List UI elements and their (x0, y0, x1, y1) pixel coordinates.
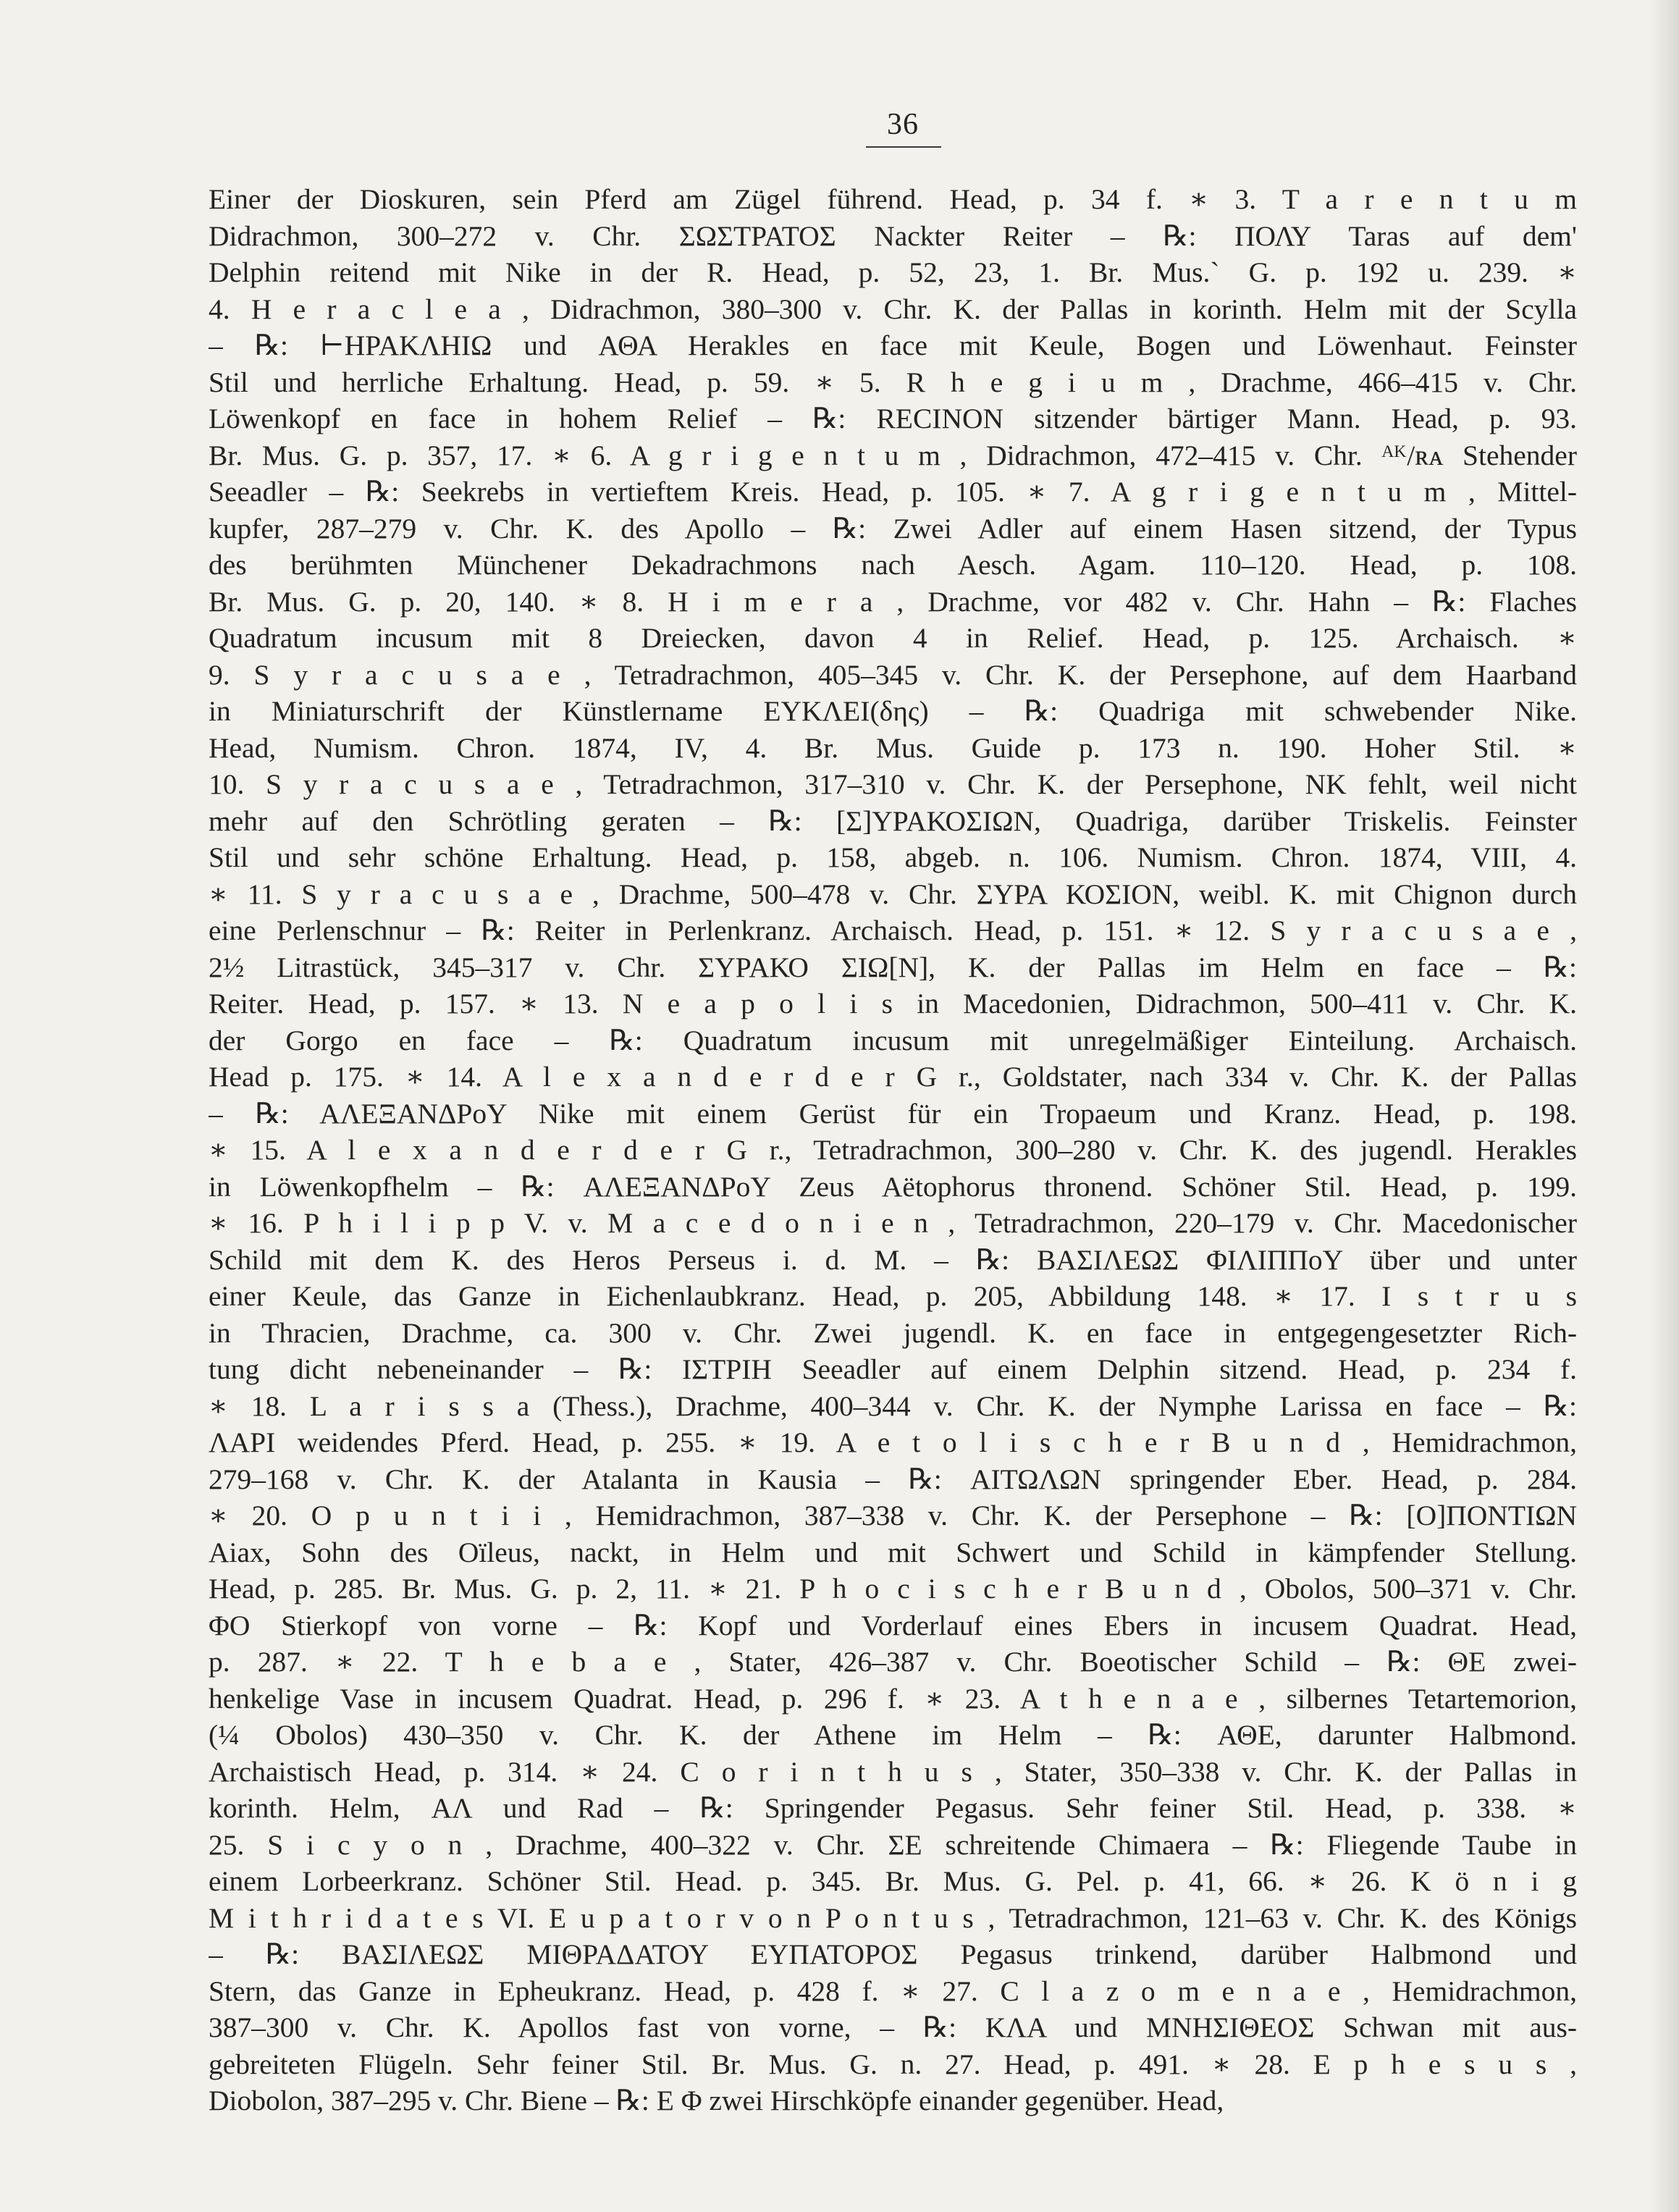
text-line: ∗ 16. P h i l i p p V. v. M a c e d o n i e n , Tetradrachmon, 220–179 v. Chr. Macedonischer (209, 1207, 1577, 1239)
text-line: (¼ Obolos) 430–350 v. Chr. K. der Athene im Helm – ℞: ΑΘΕ, darunter Halbmond. (209, 1719, 1577, 1751)
text-line: des berühmten Münchener Dekadrachmons nach Aesch. Agam. 110–120. Head, p. 108. (209, 549, 1577, 581)
text-line: ∗ 20. O p u n t i i , Hemidrachmon, 387–338 v. Chr. K. der Persephone – ℞: [Ο]ΠΟΝΤΙΩΝ (209, 1500, 1577, 1531)
page-number-rule (866, 146, 941, 148)
text-line: korinth. Helm, ΑΛ und Rad – ℞: Springender Pegasus. Sehr feiner Stil. Head, p. 338. ∗ (209, 1792, 1577, 1824)
text-line: gebreiteten Flügeln. Sehr feiner Stil. Br. Mus. G. n. 27. Head, p. 491. ∗ 28. E p h e s u s , (209, 2048, 1577, 2080)
text-line: ∗ 11. S y r a c u s a e , Drachme, 500–478 v. Chr. ΣΥΡΑ ΚΟΣΙΟΝ, weibl. K. mit Chignon durch (209, 878, 1577, 910)
text-line: Head, p. 285. Br. Mus. G. p. 2, 11. ∗ 21. P h o c i s c h e r B u n d , Obolos, 500–371 v. Chr. (209, 1573, 1577, 1605)
text-line: – ℞: ΑΛΕΞΑΝΔΡοΥ Nike mit einem Gerüst für ein Tropaeum und Kranz. Head, p. 198. (209, 1097, 1577, 1130)
text-line: – ℞: ⊢ΗΡΑΚΛΗΙΩ und ΑΘΑ Herakles en face mit Keule, Bogen und Löwenhaut. Feinster (209, 329, 1577, 361)
text-line: Head, Numism. Chron. 1874, IV, 4. Br. Mus. Guide p. 173 n. 190. Hoher Stil. ∗ (209, 731, 1577, 764)
text-line: ΦΟ Stierkopf von vorne – ℞: Kopf und Vorderlauf eines Ebers in incusem Quadrat. Head, (209, 1609, 1577, 1641)
text-line: Stil und herrliche Erhaltung. Head, p. 59. ∗ 5. R h e g i u m , Drachme, 466–415 v. Chr. (209, 366, 1577, 398)
text-line: Einer der Dioskuren, sein Pferd am Zügel führend. Head, p. 34 f. ∗ 3. T a r e n t u m (209, 183, 1577, 215)
text-line: 9. S y r a c u s a e , Tetradrachmon, 405–345 v. Chr. K. der Persephone, auf dem Haarband (209, 658, 1577, 691)
text-line: – ℞: ΒΑΣΙΛΕΩΣ ΜΙΘΡΑΔΑΤΟΥ ΕΥΠΑΤΟΡΟΣ Pegasus trinkend, darüber Halbmond und (209, 1938, 1577, 1970)
text-line: in Löwenkopfhelm – ℞: ΑΛΕΞΑΝΔΡοΥ Zeus Aëtophorus thronend. Schöner Stil. Head, p. 199. (209, 1170, 1577, 1203)
text-line: Archaistisch Head, p. 314. ∗ 24. C o r i n t h u s , Stater, 350–338 v. Chr. K. der Pallas in (209, 1755, 1577, 1788)
text-line: Stil und sehr schöne Erhaltung. Head, p. 158, abgeb. n. 106. Numism. Chron. 1874, VIII, 4. (209, 841, 1577, 873)
text-line: in Thracien, Drachme, ca. 300 v. Chr. Zwei jugendl. K. en face in entgegengesetzter Rich- (209, 1316, 1577, 1349)
text-line: Seeadler – ℞: Seekrebs in vertieftem Kreis. Head, p. 105. ∗ 7. A g r i g e n t u m , Mittel- (209, 476, 1577, 508)
text-line: 4. H e r a c l e a , Didrachmon, 380–300 v. Chr. K. der Pallas in korinth. Helm mit der Scylla (209, 293, 1577, 325)
text-line: ∗ 15. A l e x a n d e r d e r G r., Tetradrachmon, 300–280 v. Chr. K. des jugendl. Herakles (209, 1134, 1577, 1166)
text-line: einem Lorbeerkranz. Schöner Stil. Head. p. 345. Br. Mus. G. Pel. p. 41, 66. ∗ 26. K ö n i g (209, 1865, 1577, 1897)
text-line: ΛΑΡΙ weidendes Pferd. Head, p. 255. ∗ 19. A e t o l i s c h e r B u n d , Hemidrachmon, (209, 1426, 1577, 1458)
text-line: Didrachmon, 300–272 v. Chr. ΣΩΣΤΡΑΤΟΣ Nackter Reiter – ℞: ΠΟΛΥ Taras auf dem' (209, 219, 1577, 252)
text-line: Schild mit dem K. des Heros Perseus i. d. M. – ℞: ΒΑΣΙΛΕΩΣ ΦΙΛΙΠΠοΥ über und unter (209, 1243, 1577, 1276)
text-line: Stern, das Ganze in Epheukranz. Head, p. 428 f. ∗ 27. C l a z o m e n a e , Hemidrachmon, (209, 1975, 1577, 2007)
text-line: Br. Mus. G. p. 357, 17. ∗ 6. A g r i g e n t u m , Didrachmon, 472–415 v. Chr. ᴬᴷ/ʀᴀ Stehender (209, 439, 1577, 471)
text-line: 25. S i c y o n , Drachme, 400–322 v. Chr. ΣΕ schreitende Chimaera – ℞: Fliegende Taube in (209, 1828, 1577, 1861)
text-line: Aiax, Sohn des Oïleus, nackt, in Helm und mit Schwert und Schild in kämpfender Stellung. (209, 1536, 1577, 1568)
text-line: eine Perlenschnur – ℞: Reiter in Perlenkranz. Archaisch. Head, p. 151. ∗ 12. S y r a c u s a e , (209, 914, 1577, 946)
page-number: 36 (887, 108, 919, 141)
text-line: 279–168 v. Chr. K. der Atalanta in Kausia – ℞: ΑΙΤΩΛΩΝ springender Eber. Head, p. 284. (209, 1463, 1577, 1495)
text-line: 10. S y r a c u s a e , Tetradrachmon, 317–310 v. Chr. K. der Persephone, ΝΚ fehlt, weil nicht (209, 768, 1577, 800)
text-line: 387–300 v. Chr. K. Apollos fast von vorne, – ℞: ΚΛΑ und ΜΝΗΣΙΘΕΟΣ Schwan mit aus- (209, 2011, 1577, 2043)
text-line: kupfer, 287–279 v. Chr. K. des Apollo – ℞: Zwei Adler auf einem Hasen sitzend, der Typus (209, 512, 1577, 544)
text-line: henkelige Vase in incusem Quadrat. Head, p. 296 f. ∗ 23. A t h e n a e , silbernes Tetartemorion, (209, 1682, 1577, 1715)
text-line: ∗ 18. L a r i s s a (Thess.), Drachme, 400–344 v. Chr. K. der Nymphe Larissa en face – ℞: (209, 1389, 1577, 1422)
text-line: p. 287. ∗ 22. T h e b a e , Stater, 426–387 v. Chr. Boeotischer Schild – ℞: ΘΕ zwei- (209, 1646, 1577, 1678)
catalogue-text (209, 181, 1577, 2119)
text-line: in Miniaturschrift der Künstlername ΕΥΚΛΕΙ(δης) – ℞: Quadriga mit schwebender Nike. (209, 695, 1577, 727)
text-line: der Gorgo en face – ℞: Quadratum incusum mit unregelmäßiger Einteilung. Archaisch. (209, 1024, 1577, 1056)
text-line: Delphin reitend mit Nike in der R. Head, p. 52, 23, 1. Br. Mus.` G. p. 192 u. 239. ∗ (209, 256, 1577, 288)
text-line: Quadratum incusum mit 8 Dreiecken, davon 4 in Relief. Head, p. 125. Archaisch. ∗ (209, 622, 1577, 654)
text-line: 2½ Litrastück, 345–317 v. Chr. ΣΥΡΑΚΟ ΣΙΩ[Ν], K. der Pallas im Helm en face – ℞: (209, 951, 1577, 983)
text-line: Br. Mus. G. p. 20, 140. ∗ 8. H i m e r a , Drachme, vor 482 v. Chr. Hahn – ℞: Flaches (209, 585, 1577, 618)
text-line: tung dicht nebeneinander – ℞: ΙΣΤΡΙΗ Seeadler auf einem Delphin sitzend. Head, p. 234 f. (209, 1353, 1577, 1385)
text-line: Löwenkopf en face in hohem Relief – ℞: RECINON sitzender bärtiger Mann. Head, p. 93. (209, 403, 1577, 434)
text-line: einer Keule, das Ganze in Eichenlaubkranz. Head, p. 205, Abbildung 148. ∗ 17. I s t r u s (209, 1280, 1577, 1312)
page-edge-shadow (1650, 0, 1679, 2212)
text-line: Diobolon, 387–295 v. Chr. Biene – ℞: Ε Φ zwei Hirschköpfe einander gegenüber. Head, (209, 2085, 1224, 2116)
text-line: M i t h r i d a t e s VI. E u p a t o r v o n P o n t u s , Tetradrachmon, 121–63 v. Chr. K. des Königs (209, 1901, 1577, 1934)
text-line: Reiter. Head, p. 157. ∗ 13. N e a p o l i s in Macedonien, Didrachmon, 500–411 v. Chr. K. (209, 988, 1577, 1019)
text-line: Head p. 175. ∗ 14. A l e x a n d e r d e r G r., Goldstater, nach 334 v. Chr. K. der Pallas (209, 1061, 1577, 1093)
text-line: mehr auf den Schrötling geraten – ℞: [Σ]ΥΡΑΚΟΣΙΩΝ, Quadriga, darüber Triskelis. Feinster (209, 804, 1577, 837)
